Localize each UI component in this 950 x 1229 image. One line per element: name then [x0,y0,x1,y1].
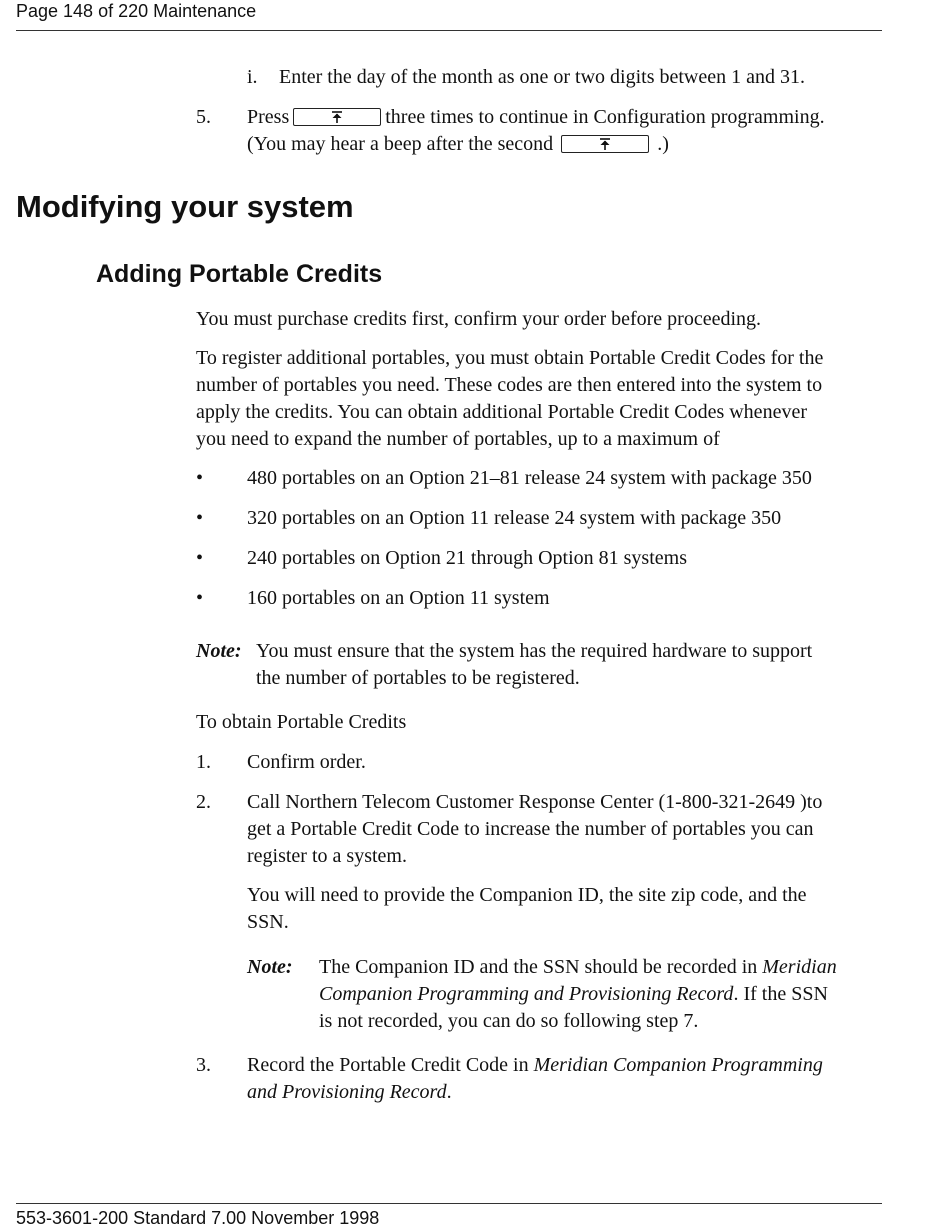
note-record-doc-title: Companion Programming and Provisioning Record [319,983,734,1005]
paragraph-register-line-1: To register additional portables, you must obtain Portable Credit Codes for the [196,347,824,369]
step-5-beep-close: .) [657,133,669,155]
bullet-item: 240 portables on Option 21 through Option 81 systems [247,547,687,569]
note-label: Note: [247,956,293,978]
step-3-text: Record the Portable Credit Code in [247,1054,529,1076]
header-divider [16,30,882,31]
subsection-title: Adding Portable Credits [96,260,383,288]
bullet-marker: • [196,467,204,489]
step-3-line-2 [247,1079,452,1106]
bullet-marker: • [196,547,204,569]
note-label: Note: [196,640,242,662]
up-arrow-to-bar-icon [330,111,344,123]
up-arrow-to-bar-key [561,135,649,153]
step-2-number: 2. [196,791,211,813]
paragraph-register-line-3: apply the credits. You can obtain additional Portable Credit Codes whenever [196,401,807,423]
step-2-provide-line-1: You will need to provide the Companion ID, the site zip code, and the [247,884,807,906]
note-record-line-2 [319,981,828,1008]
bullet-item: 480 portables on an Option 21–81 release 24 system with package 350 [247,467,812,489]
substep-i-marker: i. [247,66,258,88]
step-5-beep-text: (You may hear a beep after the second [247,133,554,155]
paragraph-purchase-first: You must purchase credits first, confirm your order before proceeding. [196,308,762,330]
bullet-item: 320 portables on an Option 11 release 24 system with package 350 [247,507,782,529]
step-5-line-2 [247,131,669,158]
up-arrow-to-bar-icon [598,138,612,150]
step-5-press-text: Press [247,106,290,128]
note-record-line-3: is not recorded, you can do so following step 7. [319,1010,699,1032]
note-hardware-line-2: the number of portables to be registered. [256,667,580,689]
up-arrow-to-bar-key [293,108,381,126]
step-3-doc-title: and Provisioning Record [247,1081,447,1103]
bullet-item: 160 portables on an Option 11 system [247,587,550,609]
procedure-heading: To obtain Portable Credits [196,711,407,733]
step-2-line-1: Call Northern Telecom Customer Response Center (1-800-321-2649 )to [247,791,823,813]
note-hardware-line-1: You must ensure that the system has the required hardware to support [256,640,813,662]
note-record-text: The Companion ID and the SSN should be recorded in [319,956,758,978]
page-footer: 553-3601-200 Standard 7.00 November 1998 [16,1208,380,1228]
paragraph-register-line-4: you need to expand the number of portables, up to a maximum of [196,428,720,450]
step-2-provide-line-2: SSN. [247,911,289,933]
footer-divider [16,1203,882,1204]
note-record-line-1 [319,954,837,981]
note-record-doc-title: Meridian [762,956,837,978]
step-5-number: 5. [196,106,211,128]
step-3-doc-title: Meridian Companion Programming [533,1054,823,1076]
bullet-marker: • [196,507,204,529]
note-record-text: . If the SSN [733,983,828,1005]
step-2-line-3: register to a system. [247,845,407,867]
step-5-line-1 [247,104,825,131]
paragraph-register-line-2: number of portables you need. These codes are then entered into the system to [196,374,823,396]
substep-i-text: Enter the day of the month as one or two digits between 1 and 31. [279,66,805,88]
page-header: Page 148 of 220 Maintenance [16,1,257,21]
step-5-continue-text: three times to continue in Configuration programming. [385,106,825,128]
bullet-marker: • [196,587,204,609]
step-3-number: 3. [196,1054,211,1076]
step-3-text: . [446,1081,452,1103]
step-1-number: 1. [196,751,211,773]
step-1-text: Confirm order. [247,751,366,773]
step-3-line-1 [247,1052,823,1079]
section-title: Modifying your system [16,189,354,224]
step-2-line-2: get a Portable Credit Code to increase the number of portables you can [247,818,814,840]
